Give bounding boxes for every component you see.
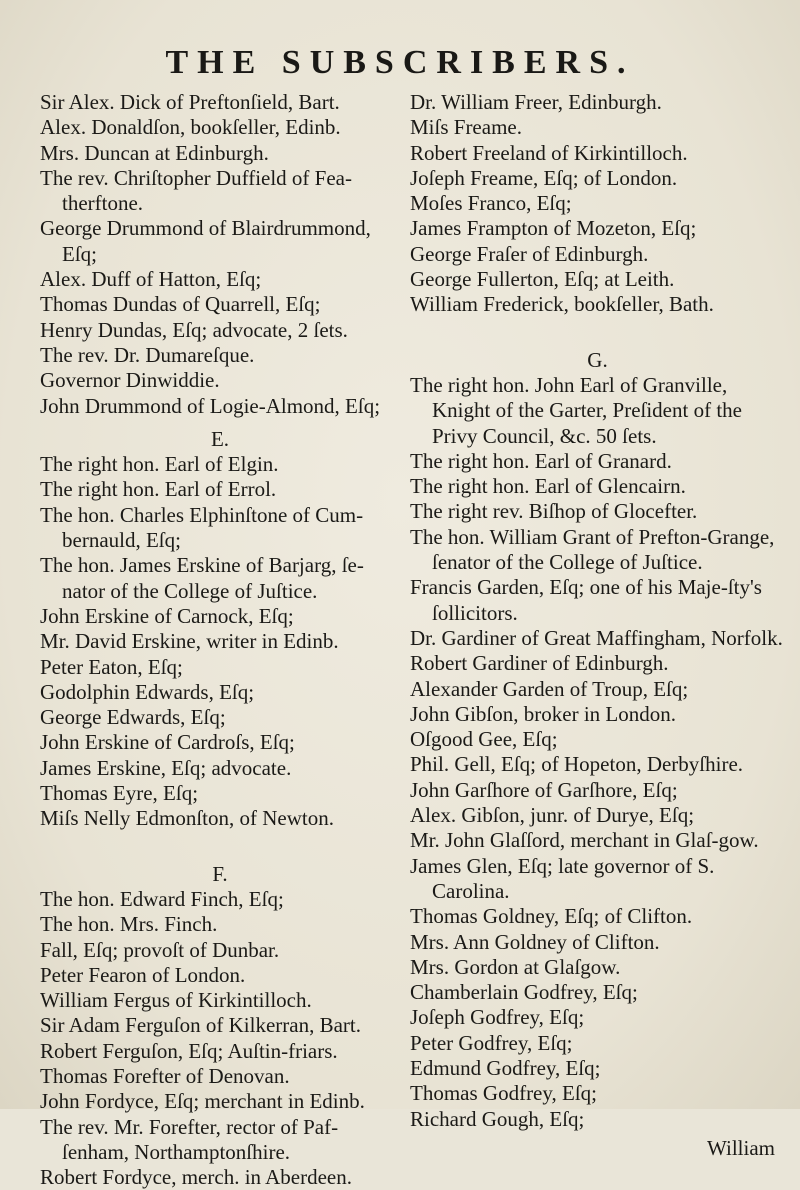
section-spacer [410,318,785,340]
subscriber-entry: William Fergus of Kirkintilloch. [40,988,312,1013]
subscriber-entry: Joſeph Freame, Eſq; of London. [410,165,678,190]
subscriber-entry: Peter Fearon of London. [40,962,246,987]
subscriber-entry: The hon. William Grant of Prefton-Grange, ſenator of the College of Juſtice. [410,524,775,575]
subscriber-entry: James Glen, Eſq; late governor of S. Carolina. [410,853,715,903]
subscriber-entry: Fall, Eſq; provoſt of Dunbar. [40,937,280,962]
subscriber-entry: Joſeph Godfrey, Eſq; [410,1005,585,1030]
section-spacer [40,832,400,854]
subscriber-entry: Peter Eaton, Eſq; [40,654,183,679]
subscriber-entry: George Fraſer of Edinburgh. [410,241,649,266]
subscriber-entry: The right hon. John Earl of Granville, Knight of the Garter, Preſident of the Privy Council, &c. 50 ſets. [410,372,742,448]
subscriber-entry: Mr. David Erskine, writer in Edinb. [40,629,339,654]
subscriber-entry: John Drummond of Logie-Almond, Eſq; [40,393,381,418]
page-header: THE SUBSCRIBERS. [165,44,635,81]
subscriber-entry: Richard Gough, Eſq; [410,1106,585,1131]
subscriber-entry: Thomas Dundas of Quarrell, Eſq; [40,292,321,317]
subscriber-entry: Alex. Gibſon, junr. of Durye, Eſq; [410,803,695,828]
subscriber-entry: Robert Ferguſon, Eſq; Auſtin-friars. [40,1038,338,1063]
subscriber-entry: Thomas Forefter of Denovan. [40,1063,290,1088]
subscriber-entry: Peter Godfrey, Eſq; [410,1030,573,1055]
section-letter-f: F. [212,861,228,886]
subscriber-entry: Robert Gardiner of Edinburgh. [410,651,669,676]
subscriber-entry: John Erskine of Cardroſs, Eſq; [40,730,295,755]
subscriber-entry: Chamberlain Godfrey, Eſq; [410,980,638,1005]
catchword: William [707,1135,775,1160]
subscriber-entry: Mrs. Ann Goldney of Clifton. [410,929,660,954]
subscriber-entry: Thomas Godfrey, Eſq; [410,1081,598,1106]
subscriber-entry: Dr. William Freer, Edinburgh. [410,90,662,114]
subscriber-entry: Thomas Goldney, Eſq; of Clifton. [410,904,693,929]
subscriber-entry: The right hon. Earl of Elgin. [40,452,279,477]
subscriber-entry: Sir Alex. Dick of Preftonſield, Bart. [40,90,340,114]
subscriber-entry: Godolphin Edwards, Eſq; [40,679,255,704]
subscriber-entry: Alex. Duff of Hatton, Eſq; [40,267,262,292]
subscriber-entry: Henry Dundas, Eſq; advocate, 2 ſets. [40,317,348,342]
subscriber-entry: The hon. Charles Elphinſtone of Cum-bernauld, Eſq; [40,502,364,553]
right-column [410,90,785,1182]
subscriber-entry: Mrs. Gordon at Glaſgow. [410,954,621,979]
subscriber-entry: John Fordyce, Eſq; merchant in Edinb. [40,1089,365,1114]
subscriber-entry: John Garſhore of Garſhore, Eſq; [410,777,678,802]
subscriber-entry: George Edwards, Eſq; [40,705,226,730]
subscriber-entry: Miſs Freame. [410,115,522,140]
subscriber-entry: The right hon. Earl of Errol. [40,477,277,502]
subscriber-entry: Miſs Nelly Edmonſton, of Newton. [40,806,334,831]
left-column [40,90,400,1190]
subscriber-entry: George Drummond of Blairdrummond, Eſq; [40,216,371,266]
subscriber-entry: Francis Garden, Eſq; one of his Maje-ſty's ſollicitors. [410,575,762,625]
subscriber-entry: Robert Freeland of Kirkintilloch. [410,140,688,165]
subscriber-entry: Alexander Garden of Troup, Eſq; [410,676,689,701]
subscriber-entry: Governor Dinwiddie. [40,368,220,393]
subscriber-entry: Moſes Franco, Eſq; [410,191,572,216]
subscriber-entry: The hon. Mrs. Finch. [40,912,218,937]
subscriber-entry: George Fullerton, Eſq; at Leith. [410,267,675,292]
subscriber-entry: Oſgood Gee, Eſq; [410,727,558,752]
subscriber-entry: The right hon. Earl of Glencairn. [410,474,686,499]
section-letter-g: G. [587,347,608,372]
subscriber-entry: William Frederick, bookſeller, Bath. [410,292,714,317]
subscriber-entry: The hon. Edward Finch, Eſq; [40,886,284,911]
subscriber-entry: The hon. James Erskine of Barjarg, ſe-nator of the College of Juſtice. [40,553,364,603]
subscriber-entry: James Erskine, Eſq; advocate. [40,755,292,780]
subscriber-entry: Phil. Gell, Eſq; of Hopeton, Derbyſhire. [410,752,744,777]
subscriber-entry: Dr. Gardiner of Great Maffingham, Norfolk. [410,625,783,650]
subscriber-entry: Thomas Eyre, Eſq; [40,781,199,806]
subscriber-entry: Edmund Godfrey, Eſq; [410,1055,601,1080]
subscriber-entry: The rev. Mr. Forefter, rector of Paf-ſenham, Northamptonſhire. [40,1114,339,1164]
subscriber-entry: The rev. Chriſtopher Duffield of Fea-therftone. [40,165,352,216]
subscriber-entry: John Erskine of Carnock, Eſq; [40,603,294,628]
subscriber-entry: Mr. John Glaſſord, merchant in Glaſ-gow. [410,828,759,853]
section-letter-e: E. [210,426,230,451]
subscriber-entry: Alex. Donaldſon, bookſeller, Edinb. [40,115,341,140]
subscriber-entry: James Frampton of Mozeton, Eſq; [410,216,697,241]
subscriber-entry: Sir Adam Ferguſon of Kilkerran, Bart. [40,1013,361,1038]
subscriber-entry: Robert Fordyce, merch. in Aberdeen. [40,1165,352,1190]
subscriber-entry: The right hon. Earl of Granard. [410,448,672,473]
subscriber-entry: The right rev. Biſhop of Glocefter. [410,499,698,524]
subscriber-entry: The rev. Dr. Dumareſque. [40,342,255,367]
subscriber-entry: John Gibſon, broker in London. [410,701,676,726]
subscriber-entry: Mrs. Duncan at Edinburgh. [40,140,269,165]
